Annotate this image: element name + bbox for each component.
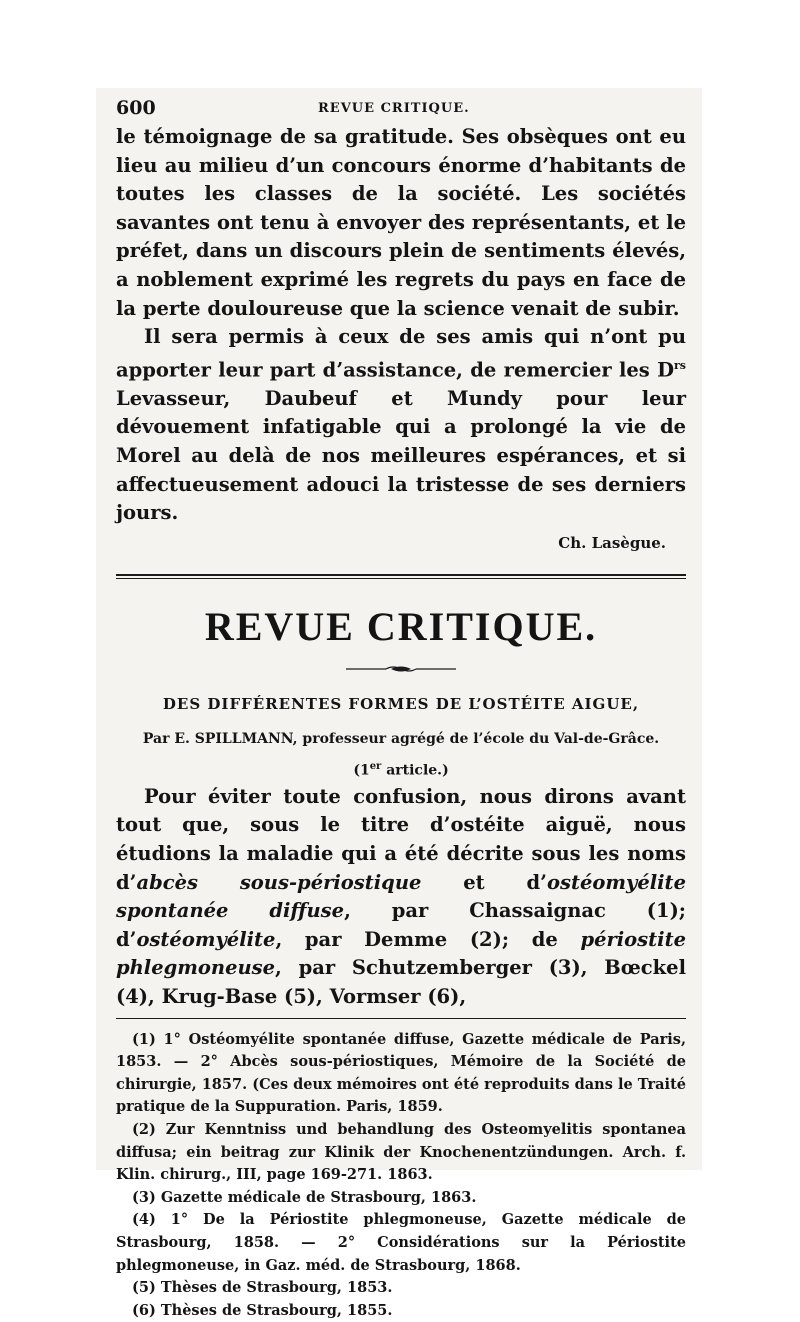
acknowledgement-text-end: Levasseur, Daubeuf et Mundy pour leur dévouement infatigable qui a prolongé la vie de Morel au delà de nos meilleures espérances, et si affectueusement adouci la tristesse de ses derniers jours.: [116, 386, 686, 525]
running-head: [116, 95, 686, 123]
footnote-rule: [116, 1018, 686, 1019]
article-text-5: , par Schutzemberger (3), Bœckel (4), Krug-Base (5), Vormser (6),: [116, 956, 686, 1008]
article-italic-term-1: abcès sous-périostique: [136, 870, 422, 894]
page-number: 600: [116, 97, 156, 119]
footnote-5: (5) Thèses de Strasbourg, 1853.: [132, 1279, 393, 1297]
article-text-2: et d’: [421, 870, 547, 894]
ornament-flourish: [346, 665, 456, 673]
article-text-3: , par Chassaignac (1); d’: [116, 899, 686, 951]
footnote-4: (4) 1° De la Périostite phlegmoneuse, Gazette médicale de Strasbourg, 1858. — 2° Considérations sur la Périostite phlegmoneuse, in Gaz. méd. de Strasbourg, 1868.: [116, 1211, 686, 1274]
running-head-title: REVUE CRITIQUE.: [318, 101, 470, 116]
section-title: REVUE CRITIQUE.: [204, 603, 598, 649]
article-byline: Par E. SPILLMANN, professeur agrégé de l’école du Val-de-Grâce.: [142, 730, 660, 747]
footnote-1: (1) 1° Ostéomyélite spontanée diffuse, Gazette médicale de Paris, 1853. — 2° Abcès sous-périostiques, Mémoire de la Société de chirurgie, 1857. (Ces deux mémoires ont été reproduits dans le Traité pratique de la Suppuration. Paris, 1859.: [116, 1030, 686, 1116]
page-content: [116, 95, 686, 1322]
article-text-4: , par Demme (2); de: [275, 927, 581, 951]
article-part-word: article.: [381, 762, 443, 779]
article-part-number: 1: [359, 762, 370, 779]
footnote-3: (3) Gazette médicale de Strasbourg, 1863.: [132, 1188, 477, 1206]
article-text-1: Pour éviter toute confusion, nous dirons avant tout que, sous le titre d’ostéite aiguë, nous étudions la maladie qui a été décrite sous les noms d’: [116, 784, 686, 894]
acknowledgement-text-start: Il sera permis à ceux de ses amis qui n’ont pu apporter leur part d’assistance, de remercier les D: [116, 325, 686, 382]
section-divider-rule: [116, 574, 686, 579]
signature-name: Lasègue.: [591, 533, 666, 552]
continued-paragraph: le témoignage de sa gratitude. Ses obsèques ont eu lieu au milieu d’un concours énorme d’habitants de toutes les classes de la société. Les sociétés savantes ont tenu à envoyer des représentants, et le préfet, dans un discours plein de sentiments élevés, a noblement exprimé les regrets du pays en face de la perte douloureuse que la science venait de subir.: [116, 125, 686, 320]
article-opening-paragraph: [116, 783, 686, 1012]
article-part-superscript: er: [369, 760, 382, 772]
doctors-abbrev-superscript: rs: [674, 358, 686, 372]
article-italic-term-2: ostéomyélite spontanée diffuse: [116, 870, 686, 923]
article-title: DES DIFFÉRENTES FORMES DE L’OSTÉITE AIGUE,: [162, 694, 640, 713]
article-part-label: (1er article.): [353, 760, 449, 779]
signature-initial: Ch.: [558, 533, 587, 552]
article-italic-term-3: ostéomyélite: [136, 927, 276, 951]
footnote-6: (6) Thèses de Strasbourg, 1855.: [132, 1301, 393, 1319]
acknowledgement-paragraph: [116, 323, 686, 528]
article-italic-term-4: périostite phlegmoneuse: [116, 927, 686, 980]
footnote-2: (2) Zur Kenntniss und behandlung des Osteomyelitis spontanea diffusa; ein beitrag zur Klinik der Knochenentzündungen. Arch. f. Klin. chirurg., III, page 169-271. 1863.: [116, 1120, 686, 1184]
signature: [116, 534, 666, 560]
footnotes: [116, 1029, 686, 1322]
